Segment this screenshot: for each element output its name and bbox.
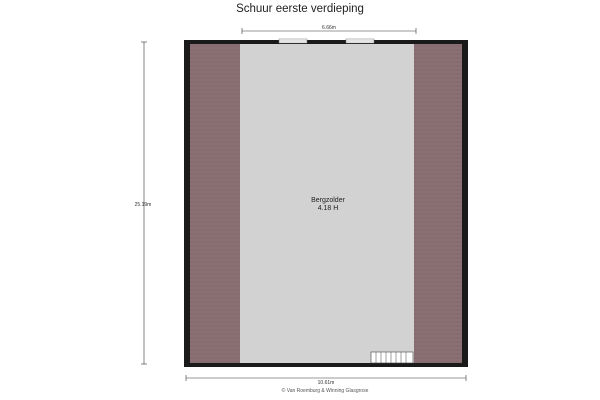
left-dimension-label: 25.19m (134, 202, 152, 208)
credit-text: © Van Roemburg & Winning Glasgrose (281, 388, 369, 394)
bottom-dimension-label: 10.61m (317, 380, 335, 386)
room-name-label: Bergzolder (311, 197, 345, 204)
room-height-label: 4.18 H (317, 205, 339, 212)
left-roof-slope (190, 44, 240, 363)
left-dimension (135, 42, 152, 364)
page-title: Schuur eerste verdieping (236, 3, 364, 15)
top-dimension-label: 6.66m (322, 25, 336, 31)
bottom-dimension (186, 375, 466, 386)
top-dimension (242, 25, 416, 34)
staircase-icon (371, 352, 413, 363)
right-roof-slope (414, 44, 462, 363)
